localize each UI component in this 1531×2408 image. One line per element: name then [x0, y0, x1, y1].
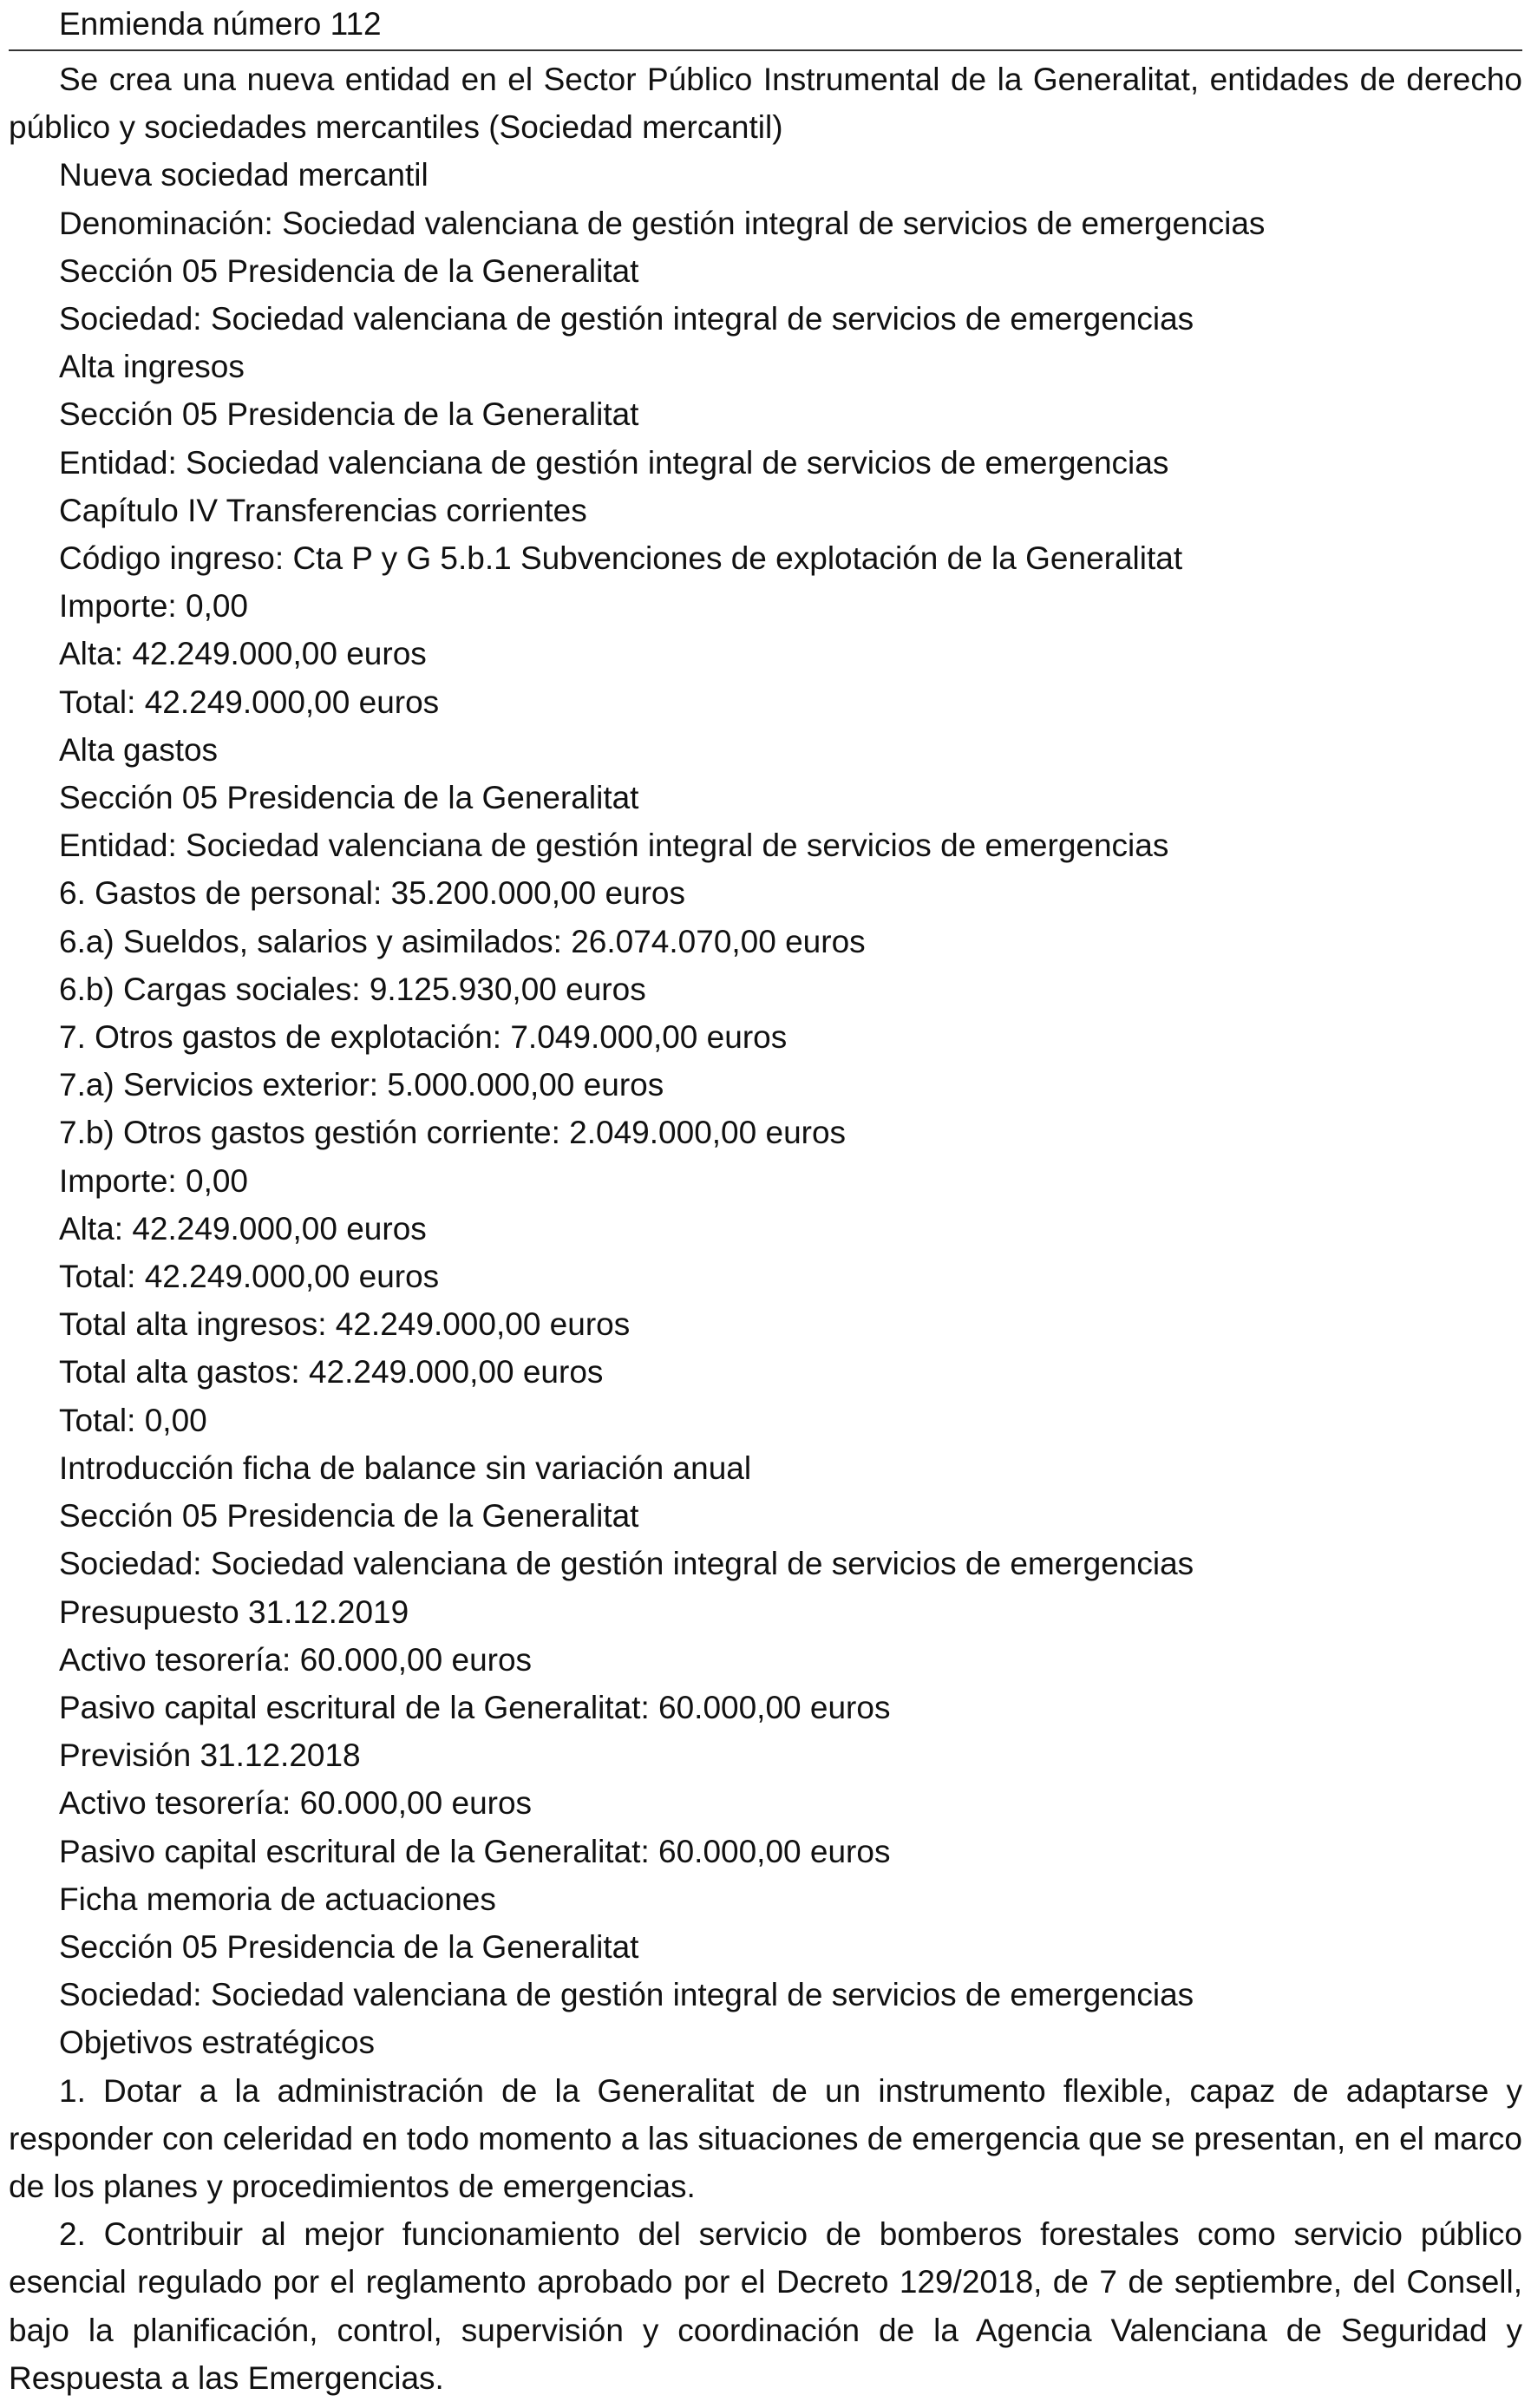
intro-paragraph: Se crea una nueva entidad en el Sector Público Instrumental de la Generalitat, entidades de derecho público y sociedades mercantiles (Sociedad mercantil) [9, 62, 1522, 146]
line-codigo-ingreso: Código ingreso: Cta P y G 5.b.1 Subvenciones de explotación de la Generalitat [59, 540, 1183, 577]
amendment-heading: Enmienda número 112 [59, 6, 382, 42]
objective-paragraph-2: 2. Contribuir al mejor funcionamiento del servicio de bomberos forestales como servicio público esencial regulado por el reglamento aprobado por el Decreto 129/2018, de 7 de septiembre, del Consell, bajo la planificación, control, supervisión y coordinación de la Agencia Valenciana de Seguridad y Respuesta a las Emergencias. [9, 2216, 1522, 2396]
line-total: Total: 42.249.000,00 euros [59, 684, 440, 720]
line-total-alta-gastos: Total alta gastos: 42.249.000,00 euros [59, 1354, 604, 1390]
heading-divider [9, 49, 1522, 51]
line-sociedad: Sociedad: Sociedad valenciana de gestión integral de servicios de emergencias [59, 301, 1194, 337]
line-objetivos-estrategicos: Objetivos estratégicos [59, 2025, 376, 2061]
line-seccion: Sección 05 Presidencia de la Generalitat [59, 252, 639, 289]
line-gastos-personal: 6. Gastos de personal: 35.200.000,00 euros [59, 875, 686, 912]
line-activo-tesoreria: Activo tesorería: 60.000,00 euros [59, 1785, 533, 1822]
line-entidad: Entidad: Sociedad valenciana de gestión integral de servicios de emergencias [59, 828, 1169, 864]
line-ficha-balance: Introducción ficha de balance sin variación anual [59, 1449, 752, 1486]
line-otros-gastos-explotacion: 7. Otros gastos de explotación: 7.049.000,00 euros [59, 1019, 788, 1056]
line-total-alta-ingresos: Total alta ingresos: 42.249.000,00 euros [59, 1306, 631, 1343]
line-total: Total: 0,00 [59, 1402, 207, 1438]
line-sociedad: Sociedad: Sociedad valenciana de gestión integral de servicios de emergencias [59, 1977, 1194, 2013]
line-total: Total: 42.249.000,00 euros [59, 1259, 440, 1295]
line-importe: Importe: 0,00 [59, 1162, 249, 1199]
line-denominacion: Denominación: Sociedad valenciana de gestión integral de servicios de emergencias [59, 205, 1266, 241]
line-alta-ingresos: Alta ingresos [59, 349, 245, 385]
line-capitulo: Capítulo IV Transferencias corrientes [59, 492, 587, 528]
objective-paragraph-1: 1. Dotar a la administración de la Generalitat de un instrumento flexible, capaz de adaptarse y responder con celeridad en todo momento a las situaciones de emergencia que se presentan, en el marco de los planes y procedimientos de emergencias. [9, 2072, 1522, 2204]
line-entidad: Entidad: Sociedad valenciana de gestión integral de servicios de emergencias [59, 444, 1169, 481]
line-alta: Alta: 42.249.000,00 euros [59, 636, 427, 672]
line-seccion: Sección 05 Presidencia de la Generalitat [59, 396, 639, 433]
line-activo-tesoreria: Activo tesorería: 60.000,00 euros [59, 1641, 533, 1678]
line-presupuesto: Presupuesto 31.12.2019 [59, 1593, 409, 1630]
line-servicios-exterior: 7.a) Servicios exterior: 5.000.000,00 euros [59, 1067, 664, 1103]
line-alta: Alta: 42.249.000,00 euros [59, 1210, 427, 1247]
line-sueldos: 6.a) Sueldos, salarios y asimilados: 26.074.070,00 euros [59, 923, 866, 959]
document-body [9, 56, 1522, 2402]
line-otros-gastos-gestion: 7.b) Otros gastos gestión corriente: 2.049.000,00 euros [59, 1115, 847, 1151]
line-pasivo-capital: Pasivo capital escritural de la Generalitat: 60.000,00 euros [59, 1833, 891, 1869]
line-sociedad: Sociedad: Sociedad valenciana de gestión integral de servicios de emergencias [59, 1546, 1194, 1582]
line-seccion: Sección 05 Presidencia de la Generalitat [59, 1498, 639, 1534]
line-ficha-memoria: Ficha memoria de actuaciones [59, 1881, 496, 1917]
line-seccion: Sección 05 Presidencia de la Generalitat [59, 1928, 639, 1965]
line-seccion: Sección 05 Presidencia de la Generalitat [59, 780, 639, 816]
line-nueva-sociedad: Nueva sociedad mercantil [59, 157, 429, 193]
line-prevision: Previsión 31.12.2018 [59, 1737, 361, 1774]
line-importe: Importe: 0,00 [59, 588, 249, 625]
line-alta-gastos: Alta gastos [59, 731, 219, 768]
line-cargas-sociales: 6.b) Cargas sociales: 9.125.930,00 euros [59, 971, 646, 1007]
line-pasivo-capital: Pasivo capital escritural de la Generalitat: 60.000,00 euros [59, 1689, 891, 1725]
